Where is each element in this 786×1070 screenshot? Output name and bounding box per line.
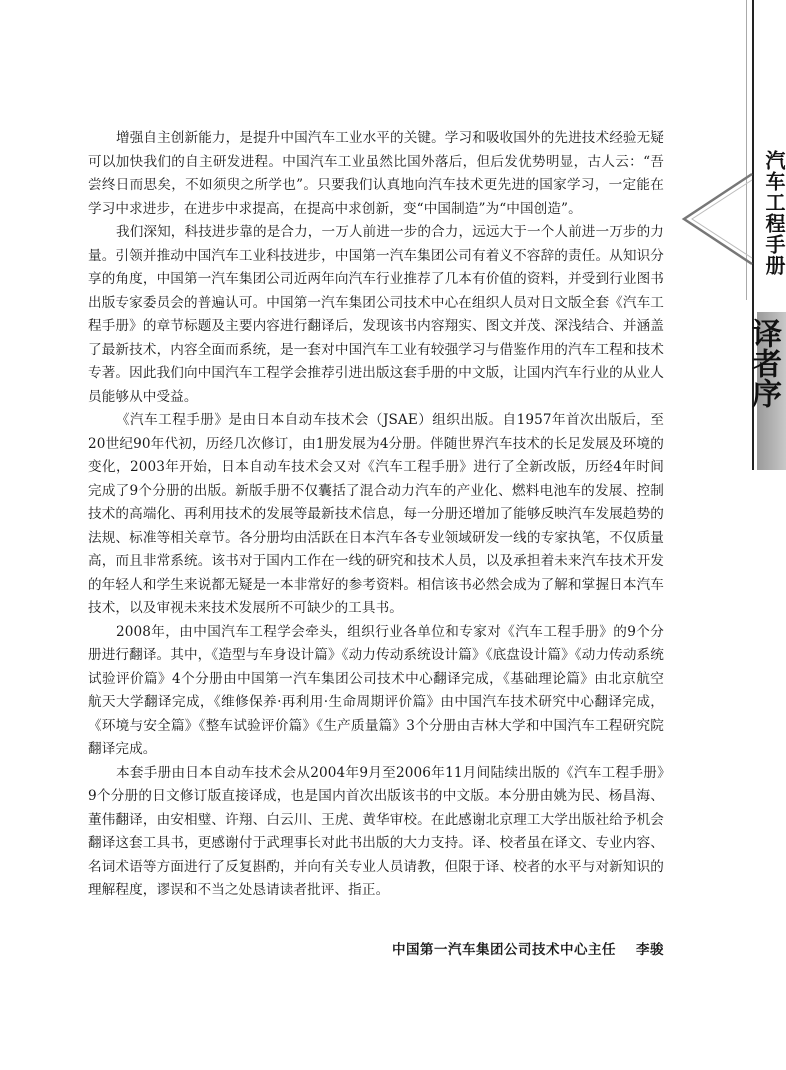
preface-paragraph: 本套手册由日本自动车技术会从2004年9月至2006年11月间陆续出版的《汽车工程手册》9个分册的日文修订版直接译成，也是国内首次出版该书的中文版。本分册由姚为民、杨昌海、董伟翻译，由安相璧、许翔、白云川、王虎、黄华审校。在此感谢北京理工大学出版社给予机会翻译这套工具书，更感谢付于武理事长对此书出版的大力支持。译、校者虽在译文、专业内容、名词术语等方面进行了反复斟酌，并向有关专业人员请教，但限于译、校者的水平与对新知识的理解程度，谬误和不当之处恳请读者批评、指正。	[88, 764, 664, 898]
preface-paragraph: 我们深知，科技进步靠的是合力，一万人前进一步的合力，远远大于一个人前进一万步的力量。引领并推动中国汽车工业科技进步，中国第一汽车集团公司有着义不容辞的责任。从知识分享的角度，中国第一汽车集团公司近两年向汽车行业推荐了几本有价值的资料，并受到行业图书出版专家委员会的普遍认可。中国第一汽车集团公司技术中心在组织人员对日文版全套《汽车工程手册》的章节标题及主要内容进行翻译后，发现该书内容翔实、图文并茂、深浅结合、并涵盖了最新技术，内容全面而系统，是一套对中国汽车工业有较强学习与借鉴作用的汽车工程和技术专著。因此我们向中国汽车工程学会推荐引进出版这套手册的中文版，让国内汽车行业的从业人员能够从中受益。	[88, 224, 664, 405]
signature-name: 李骏	[636, 942, 664, 958]
chevron-left-icon	[680, 172, 754, 266]
preface-paragraph: 增强自主创新能力，是提升中国汽车工业水平的关键。学习和吸收国外的先进技术经验无疑可以加快我们的自主研发进程。中国汽车工业虽然比国外落后，但后发优势明显，古人云：“吾尝终日而思矣，不如须臾之所学也”。只要我们认真地向汽车技术更先进的国家学习，一定能在学习中求进步，在进步中求提高，在提高中求创新，变“中国制造”为“中国创造”。	[88, 130, 664, 217]
book-title-vertical: 汽车工程手册	[762, 150, 786, 276]
signature-organization: 中国第一汽车集团公司技术中心主任	[392, 942, 616, 958]
preface-paragraph: 《汽车工程手册》是由日本自动车技术会（JSAE）组织出版。自1957年首次出版后，至20世纪90年代初，历经几次修订，由1册发展为4分册。伴随世界汽车技术的长足发展及环境的变化，2003年开始，日本自动车技术会又对《汽车工程手册》进行了全新改版，历经4年时间完成了9个分册的出版。新版手册不仅囊括了混合动力汽车的产业化、燃料电池车的发展、控制技术的高端化、再利用技术的发展等最新技术信息，每一分册还增加了能够反映汽车发展趋势的法规、标准等相关章节。各分册均由活跃在日本汽车各专业领域研发一线的专家执笔，不仅质量高，而且非常系统。该书对于国内工作在一线的研究和技术人员，以及承担着未来汽车技术开发的年轻人和学生来说都无疑是一本非常好的参考资料。相信该书必然会成为了解和掌握日本汽车技术，以及审视未来技术发展所不可缺少的工具书。	[88, 412, 664, 616]
preface-body	[88, 127, 664, 903]
signature	[300, 938, 664, 958]
preface-paragraph: 2008年，由中国汽车工程学会牵头，组织行业各单位和专家对《汽车工程手册》的9个分册进行翻译。其中，《造型与车身设计篇》《动力传动系统设计篇》《底盘设计篇》《动力传动系统试验评价篇》4个分册由中国第一汽车集团公司技术中心翻译完成，《基础理论篇》由北京航空航天大学翻译完成，《维修保养·再利用·生命周期评价篇》由中国汽车技术研究中心翻译完成，《环境与安全篇》《整车试验评价篇》《生产质量篇》3个分册由吉林大学和中国汽车工程研究院翻译完成。	[88, 623, 664, 757]
section-title-vertical: 译者序	[746, 318, 781, 408]
